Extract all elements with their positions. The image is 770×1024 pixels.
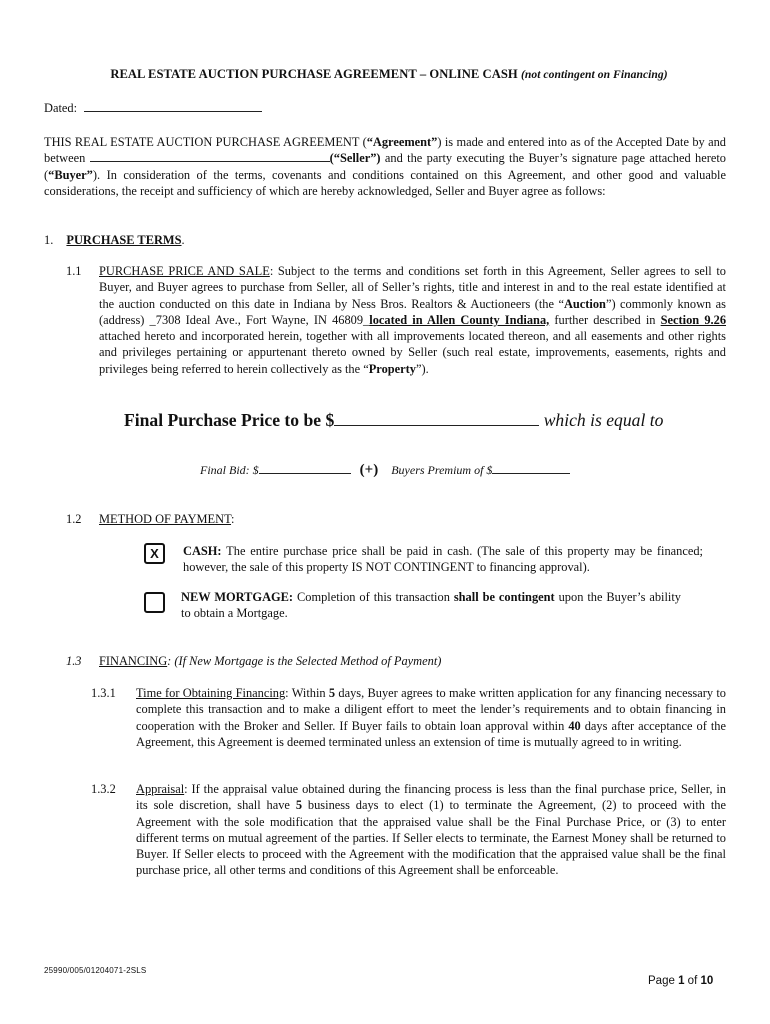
property-term: Property — [368, 361, 416, 376]
s1-2-heading-line — [99, 511, 234, 527]
s1-1-text-4: attached hereto and incorporated herein, together with all improvements located thereon, and all easements and other rights and privileges pertaining or appurtenant thereto owned by Seller (such real estate, improvements, easements, rights and privileges being referred to herein collectively as the “ — [99, 329, 726, 376]
new-mortgage-text-b: upon the Buyer’s ability to obtain a Mortgage. — [181, 590, 682, 621]
buyers-premium-label: Buyers Premium of $ — [391, 463, 493, 477]
s1-1-text-3: further described in — [549, 312, 661, 327]
dated-blank — [84, 100, 262, 112]
s1-3-2-text-2: business days to elect (1) to terminate the Agreement, (2) to proceed with the Agreement with the sole modification that the appraised value shall be the Final Purchase Price, or (3) to enter different terms on mutual agreement of the parties. If Seller elects to terminate, the Earnest Money shall be returned to Buyer. If Seller elects to proceed with the Agreement with the modification that the appraised value shall be the final purchase price, all other terms and conditions of this Agreement shall be enforceable. — [136, 798, 727, 878]
final-price-suffix: which is equal to — [543, 410, 664, 430]
intro-text-2: ) is made and entered into as of the Accepted Date by and between — [44, 135, 726, 166]
s1-3-2-heading: Appraisal — [136, 782, 185, 796]
s1-3-1-heading: Time for Obtaining Financing — [136, 686, 286, 700]
s1-3-1-number: 1.3.1 — [91, 686, 116, 700]
plus-sign: (+) — [359, 462, 379, 478]
buyer-term: “Buyer” — [48, 167, 93, 182]
final-bid-label: Final Bid: $ — [200, 463, 259, 477]
s1-3-number: 1.3 — [66, 654, 82, 668]
page-number: 1 — [678, 975, 685, 987]
section-1-suffix: . — [181, 233, 185, 247]
s1-1-number: 1.1 — [66, 264, 82, 278]
of-word: of — [687, 975, 698, 987]
application-days: 5 — [328, 686, 336, 700]
s1-3-heading: FINANCING — [99, 654, 168, 668]
auction-term: Auction — [563, 296, 606, 311]
s1-3-1-text-3: days after acceptance of the Agreement, this Agreement is deemed terminated unless an extension of time is mutually agreed to in writing. — [136, 718, 726, 749]
s1-3-1-paragraph — [136, 685, 726, 750]
section-1-title: PURCHASE TERMS — [66, 233, 182, 247]
agreement-term: “Agreement” — [366, 135, 438, 149]
page-indicator — [648, 973, 713, 989]
page-word: Page — [648, 975, 675, 987]
contingent-phrase: shall be contingent — [453, 590, 555, 604]
section-1-number: 1. — [44, 233, 54, 247]
cash-label: CASH: — [183, 544, 222, 558]
s1-3-1-text-2: days, Buyer agrees to make written application for any financing necessary to complete this transaction and to make a diligent effort to meet the lender’s requirements and to obtain financing in cooperation with the Broker and Seller. If Buyer fails to obtain loan approval within — [136, 686, 726, 733]
final-price-line — [124, 409, 744, 431]
intro-paragraph — [44, 134, 726, 199]
dated-line — [44, 100, 262, 116]
seller-blank — [90, 150, 330, 162]
document-id: 25990/005/01204071-2SLS — [44, 966, 147, 975]
new-mortgage-option-text — [181, 589, 681, 622]
intro-text-3: and the party executing the Buyer’s signature page attached hereto ( — [44, 151, 726, 182]
s1-1-location: located in Allen County Indiana, — [369, 312, 550, 327]
s1-3-2-paragraph — [136, 781, 726, 879]
s1-3-2-text-1: : If the appraisal value obtained during the financing process is less than the final purchase price, Seller, in its sole discretion, shall have — [136, 782, 726, 813]
buyers-premium-blank — [492, 462, 570, 474]
intro-text-1: THIS REAL ESTATE AUCTION PURCHASE AGREEMENT ( — [44, 135, 367, 149]
s1-3-2-number: 1.3.2 — [91, 782, 116, 796]
s1-3-heading-line — [99, 653, 441, 669]
s1-1-text-5: ”). — [416, 361, 429, 376]
page-total: 10 — [700, 975, 714, 987]
s1-1-heading: PURCHASE PRICE AND SALE — [99, 264, 270, 278]
final-price-blank — [334, 410, 539, 426]
document-title — [44, 66, 734, 83]
final-price-label: Final Purchase Price to be $ — [124, 410, 335, 430]
dated-label: Dated: — [44, 101, 78, 115]
cash-checkbox[interactable]: X — [144, 543, 165, 564]
s1-2-suffix: : — [231, 512, 235, 526]
seller-term: (“Seller”) — [329, 151, 381, 166]
bid-line — [200, 462, 720, 478]
intro-text-4: ). In consideration of the terms, covenants and conditions contained on this Agreement, and other good and valuable considerations, the receipt and sufficiency of which are hereby acknowledged, Seller and Buyer agree as follows: — [44, 167, 726, 198]
title-note: (not contingent on Financing) — [520, 68, 668, 81]
cash-description: The entire purchase price shall be paid in cash. (The sale of this property may be financed; however, the sale of this property IS NOT CONTINGENT to financing approval). — [183, 544, 703, 575]
s1-1-paragraph — [99, 263, 726, 377]
title-main: REAL ESTATE AUCTION PURCHASE AGREEMENT – ONLINE CASH — [110, 67, 518, 81]
s1-2-heading: METHOD OF PAYMENT — [99, 512, 232, 526]
section-ref: Section 9.26 — [660, 312, 727, 327]
new-mortgage-text-a: Completion of this transaction — [293, 590, 454, 604]
s1-2-number: 1.2 — [66, 512, 82, 526]
election-days: 5 — [295, 798, 303, 813]
new-mortgage-label: NEW MORTGAGE: — [181, 590, 294, 604]
section-1-heading — [44, 232, 185, 248]
s1-1-text-1: : Subject to the terms and conditions set forth in this Agreement, Seller agrees to sell to Buyer, and Buyer agrees to purchase from Seller, all of Seller’s rights, title and interest in and to the real estate identified at the auction conducted on this date in Indiana by Ness Bros. Realtors & Auctioneers (the “ — [99, 264, 726, 311]
cash-option-text — [183, 543, 703, 576]
new-mortgage-checkbox[interactable] — [144, 592, 165, 613]
final-bid-blank — [259, 462, 351, 474]
s1-3-note: : (If New Mortgage is the Selected Method of Payment) — [167, 654, 442, 668]
s1-1-text-2: ”) commonly known as (address) _7308 Ideal Ave., Fort Wayne, IN 46809_ — [99, 296, 726, 327]
s1-3-1-text-1: : Within — [285, 686, 329, 700]
approval-days: 40 — [568, 718, 581, 733]
